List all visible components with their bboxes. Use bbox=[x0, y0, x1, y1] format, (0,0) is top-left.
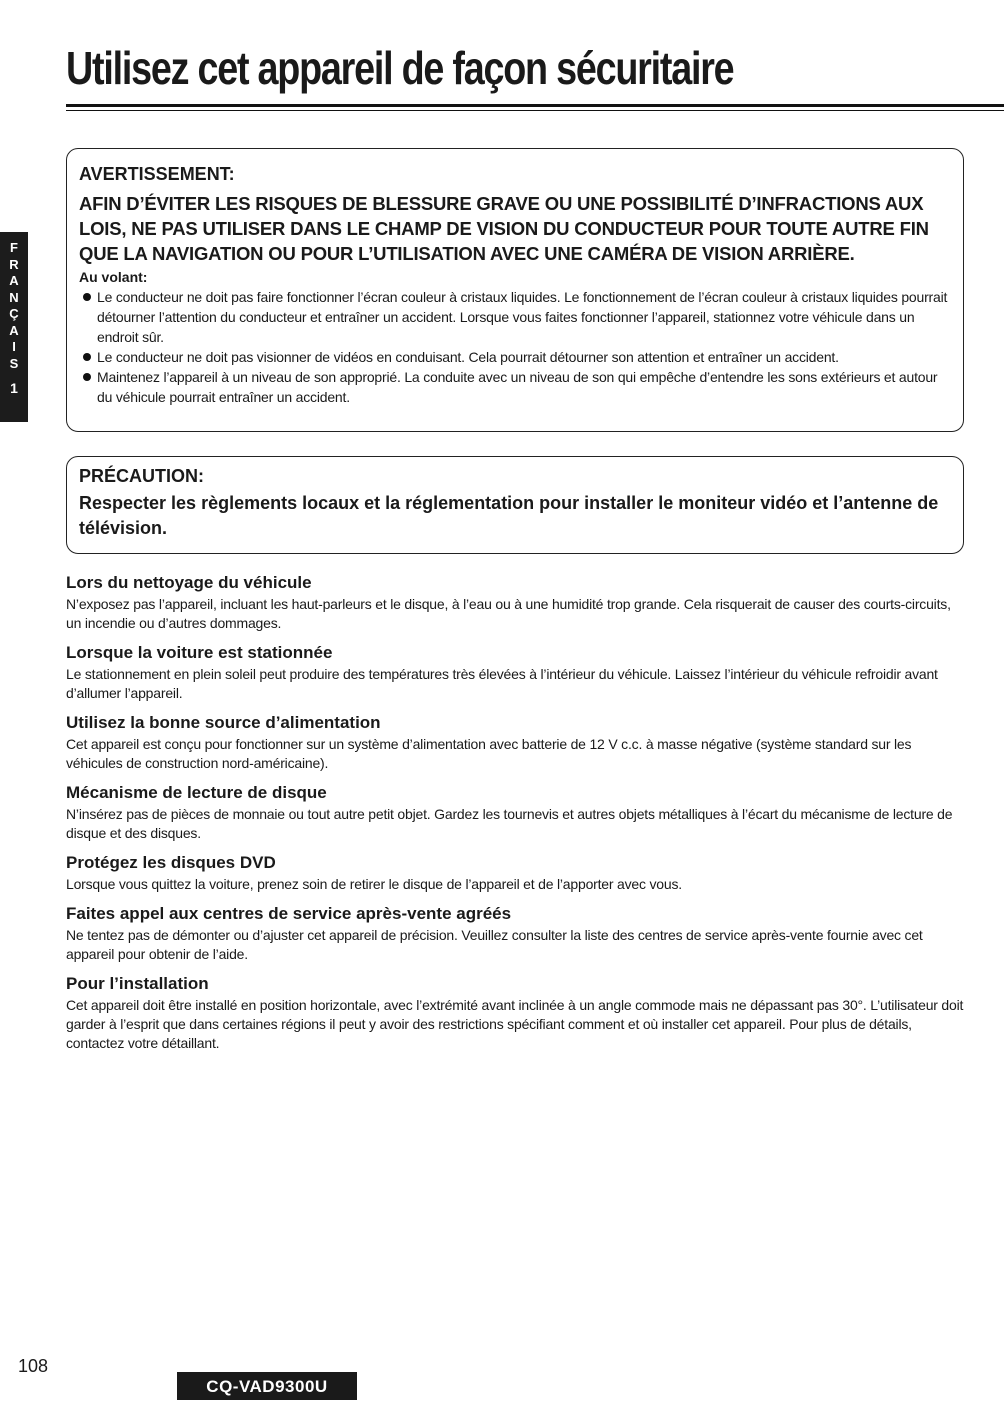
side-tab-letter: R bbox=[9, 256, 19, 272]
title-rule-thin bbox=[66, 110, 1004, 111]
section-heading: Faites appel aux centres de service après-vente agréés bbox=[66, 904, 512, 923]
section-body: Lorsque vous quittez la voiture, prenez soin de retirer le disque de l’appareil et de l’apporter avec vous. bbox=[66, 876, 682, 892]
title-rule bbox=[66, 104, 1004, 107]
safety-sections bbox=[66, 572, 966, 1062]
side-tab-letter: Ç bbox=[9, 306, 19, 321]
warning-bullet bbox=[79, 347, 951, 367]
section-heading: Lorsque la voiture est stationnée bbox=[66, 643, 333, 662]
warning-bullet-text: Le conducteur ne doit pas faire fonctionner l’écran couleur à cristaux liquides. Le fonctionnement de l’écran couleur à cristaux liquides pourrait détourner l’attention du conducteur et entraîner un accident. Lorsque vous faites fonctionner l’appareil, stationnez votre véhicule dans un endroit sûr. bbox=[97, 289, 948, 345]
language-side-tab bbox=[0, 232, 28, 422]
bullet-dot-icon bbox=[83, 373, 91, 381]
side-tab-letter: F bbox=[10, 240, 18, 255]
page-title: Utilisez cet appareil de façon sécuritaire bbox=[66, 42, 734, 94]
section-power-source bbox=[66, 712, 966, 773]
caution-box bbox=[66, 456, 964, 554]
page-number: 108 bbox=[18, 1356, 49, 1376]
section-vehicle-cleaning bbox=[66, 572, 966, 633]
warning-bullet bbox=[79, 367, 951, 407]
caution-text: Respecter les règlements locaux et la réglementation pour installer le moniteur vidéo et l’antenne de télévision. bbox=[79, 493, 939, 538]
section-heading: Utilisez la bonne source d’alimentation bbox=[66, 713, 381, 732]
side-tab-number: 1 bbox=[10, 380, 18, 396]
section-service-centers bbox=[66, 903, 966, 964]
section-body: Ne tentez pas de démonter ou d’ajuster cet appareil de précision. Veuillez consulter la liste des centres de service après-vente fournie avec cet appareil pour obtenir de l’aide. bbox=[66, 927, 923, 962]
side-tab-letter: I bbox=[12, 339, 16, 354]
section-installation bbox=[66, 973, 966, 1053]
section-body: Cet appareil doit être installé en position horizontale, avec l’extrémité avant inclinée à un angle commode mais ne dépassant pas 30°. L’utilisateur doit garder à l’esprit que dans certaines régions il peut y avoir des restrictions spécifiant comment et où installer cet appareil. Pour plus de détails, contactez votre détaillant. bbox=[66, 997, 964, 1051]
section-parked-car bbox=[66, 642, 966, 703]
warning-subheading: Au volant: bbox=[79, 269, 148, 285]
bullet-dot-icon bbox=[83, 293, 91, 301]
warning-bullet-text: Maintenez l’appareil à un niveau de son approprié. La conduite avec un niveau de son qui empêche d’entendre les sons extérieurs et autour du véhicule pourrait entraîner un accident. bbox=[97, 369, 938, 405]
warning-bullet-text: Le conducteur ne doit pas visionner de vidéos en conduisant. Cela pourrait détourner son attention et entraîner un accident. bbox=[97, 349, 839, 365]
warning-box bbox=[66, 148, 964, 432]
section-heading: Lors du nettoyage du véhicule bbox=[66, 573, 312, 592]
section-heading: Pour l’installation bbox=[66, 974, 209, 993]
section-protect-dvd bbox=[66, 852, 966, 894]
section-heading: Protégez les disques DVD bbox=[66, 853, 276, 872]
side-tab-letter: N bbox=[9, 289, 19, 305]
warning-bullet-list bbox=[79, 287, 951, 407]
side-tab-letter: S bbox=[9, 355, 19, 371]
warning-main-text: AFIN D’ÉVITER LES RISQUES DE BLESSURE GRAVE OU UNE POSSIBILITÉ D’INFRACTIONS AUX LOIS, NE PAS UTILISER DANS LE CHAMP DE VISION DU CONDUCTEUR POUR TOUTE AUTRE FIN QUE LA NAVIGATION OU POUR L’UTILISATION AVEC UNE CAMÉRA DE VISION ARRIÈRE. bbox=[79, 193, 929, 264]
section-heading: Mécanisme de lecture de disque bbox=[66, 783, 327, 802]
side-tab-letter: A bbox=[9, 322, 19, 338]
model-badge: CQ-VAD9300U bbox=[177, 1372, 357, 1400]
section-body: Cet appareil est conçu pour fonctionner sur un système d’alimentation avec batterie de 12 V c.c. à masse négative (système standard sur les véhicules de construction nord-américaine). bbox=[66, 736, 912, 771]
caution-heading: PRÉCAUTION: bbox=[79, 466, 204, 486]
warning-heading: AVERTISSEMENT: bbox=[79, 164, 235, 184]
section-body: Le stationnement en plein soleil peut produire des températures très élevées à l’intérieur du véhicule. Laissez l’intérieur du véhicule refroidir avant d’allumer l’appareil. bbox=[66, 666, 938, 701]
section-body: N’exposez pas l’appareil, incluant les haut-parleurs et le disque, à l’eau ou à une humidité trop grande. Cela risquerait de causer des courts-circuits, un incendie ou d’autres dommages. bbox=[66, 596, 951, 631]
side-tab-letter: A bbox=[9, 273, 19, 288]
bullet-dot-icon bbox=[83, 353, 91, 361]
section-disc-mechanism bbox=[66, 782, 966, 843]
section-body: N’insérez pas de pièces de monnaie ou tout autre petit objet. Gardez les tournevis et autres objets métalliques à l’écart du mécanisme de lecture de disque et des disques. bbox=[66, 806, 953, 841]
warning-bullet bbox=[79, 287, 951, 347]
